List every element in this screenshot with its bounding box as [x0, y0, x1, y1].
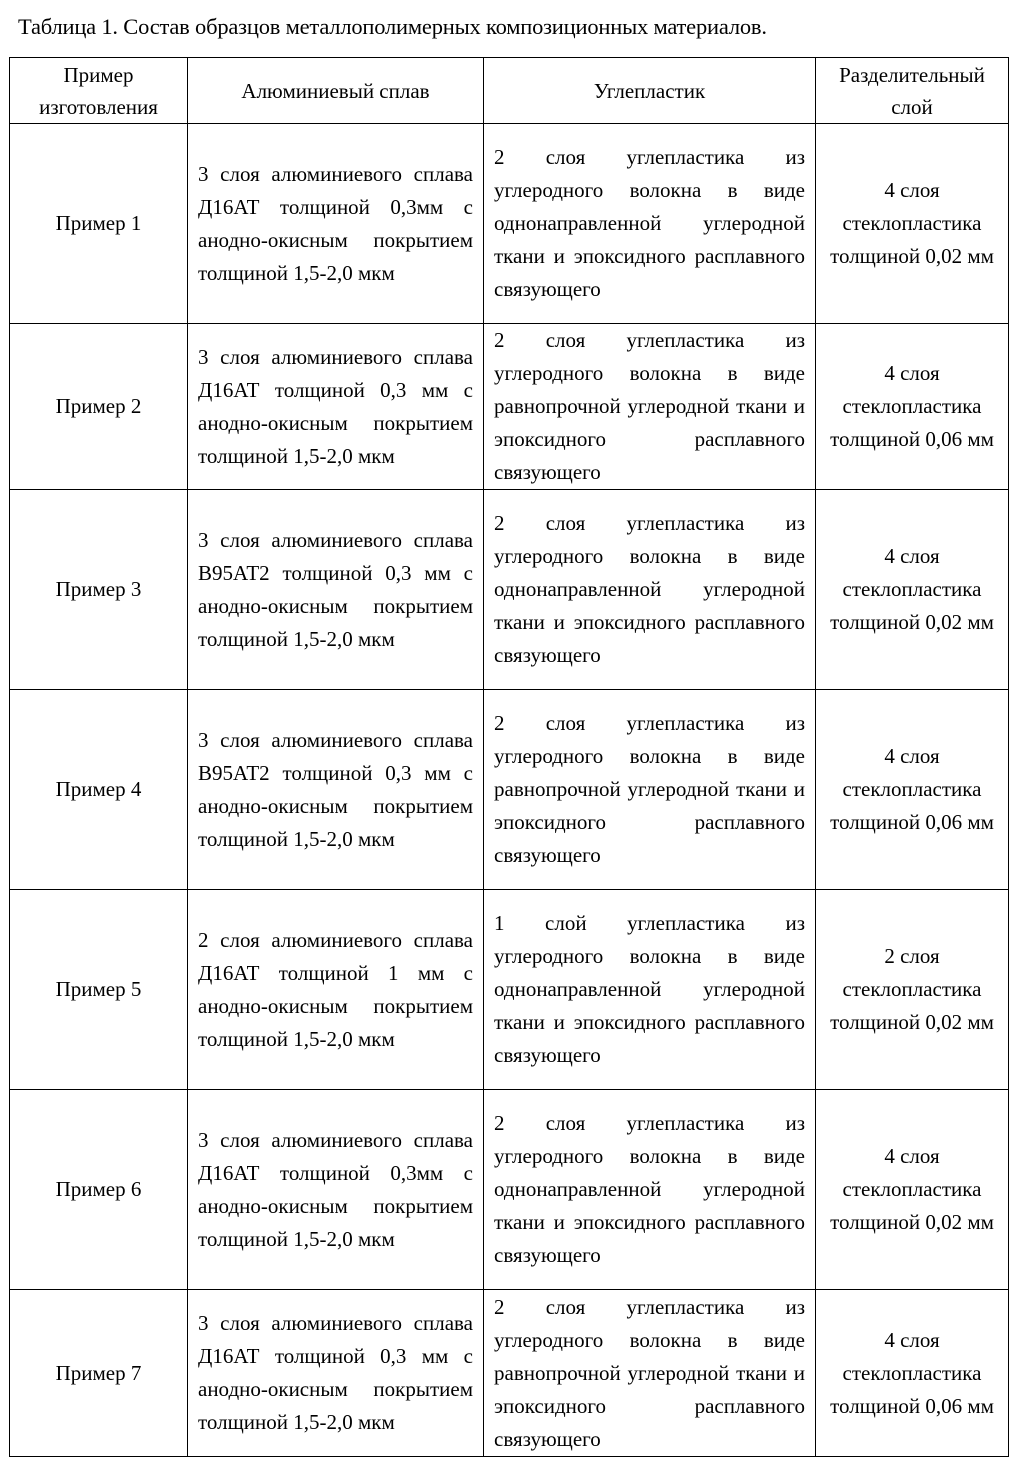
table-row [10, 890, 1009, 1090]
table-row [10, 690, 1009, 890]
cell-separator-layer: 2 слоя стеклопластика толщиной 0,02 мм [816, 890, 1009, 1090]
composition-table [9, 57, 1009, 1457]
header-carbon-plastic: Углепластик [484, 58, 816, 124]
table-row [10, 1090, 1009, 1290]
table-row [10, 124, 1009, 324]
table-caption: Таблица 1. Состав образцов металлополимерных композиционных материалов. [18, 14, 767, 40]
header-aluminum-alloy: Алюминиевый сплав [188, 58, 484, 124]
cell-carbon-plastic: 1 слой углепластика из углеродного волокна в виде однонаправленной углеродной ткани и эпоксидного расплавного связующего [484, 890, 816, 1090]
cell-aluminum-alloy: 3 слоя алюминиевого сплава В95АТ2 толщиной 0,3 мм с анодно-окисным покрытием толщиной 1,5-2,0 мкм [188, 490, 484, 690]
cell-aluminum-alloy: 3 слоя алюминиевого сплава Д16АТ толщиной 0,3мм с анодно-окисным покрытием толщиной 1,5-2,0 мкм [188, 1090, 484, 1290]
cell-separator-layer: 4 слоя стеклопластика толщиной 0,02 мм [816, 124, 1009, 324]
cell-carbon-plastic: 2 слоя углепластика из углеродного волокна в виде однонаправленной углеродной ткани и эпоксидного расплавного связующего [484, 490, 816, 690]
cell-aluminum-alloy: 3 слоя алюминиевого сплава В95АТ2 толщиной 0,3 мм с анодно-окисным покрытием толщиной 1,5-2,0 мкм [188, 690, 484, 890]
cell-separator-layer: 4 слоя стеклопластика толщиной 0,06 мм [816, 324, 1009, 490]
cell-carbon-plastic: 2 слоя углепластика из углеродного волокна в виде однонаправленной углеродной ткани и эпоксидного расплавного связующего [484, 1090, 816, 1290]
cell-example: Пример 6 [10, 1090, 188, 1290]
cell-separator-layer: 4 слоя стеклопластика толщиной 0,06 мм [816, 690, 1009, 890]
cell-carbon-plastic: 2 слоя углепластика из углеродного волокна в виде однонаправленной углеродной ткани и эпоксидного расплавного связующего [484, 124, 816, 324]
cell-example: Пример 2 [10, 324, 188, 490]
cell-example: Пример 3 [10, 490, 188, 690]
cell-example: Пример 4 [10, 690, 188, 890]
header-example: Пример изготовления [10, 58, 188, 124]
table-row [10, 324, 1009, 490]
header-separator-layer: Разделительный слой [816, 58, 1009, 124]
cell-aluminum-alloy: 3 слоя алюминиевого сплава Д16АТ толщиной 0,3 мм с анодно-окисным покрытием толщиной 1,5-2,0 мкм [188, 324, 484, 490]
table-row [10, 490, 1009, 690]
cell-aluminum-alloy: 3 слоя алюминиевого сплава Д16АТ толщиной 0,3мм с анодно-окисным покрытием толщиной 1,5-2,0 мкм [188, 124, 484, 324]
table-header-row [10, 58, 1009, 124]
cell-carbon-plastic: 2 слоя углепластика из углеродного волокна в виде равнопрочной углеродной ткани и эпоксидного расплавного связующего [484, 1290, 816, 1457]
cell-example: Пример 1 [10, 124, 188, 324]
cell-separator-layer: 4 слоя стеклопластика толщиной 0,02 мм [816, 490, 1009, 690]
cell-carbon-plastic: 2 слоя углепластика из углеродного волокна в виде равнопрочной углеродной ткани и эпоксидного расплавного связующего [484, 690, 816, 890]
cell-separator-layer: 4 слоя стеклопластика толщиной 0,02 мм [816, 1090, 1009, 1290]
cell-carbon-plastic: 2 слоя углепластика из углеродного волокна в виде равнопрочной углеродной ткани и эпоксидного расплавного связующего [484, 324, 816, 490]
table-row [10, 1290, 1009, 1457]
cell-example: Пример 7 [10, 1290, 188, 1457]
cell-aluminum-alloy: 2 слоя алюминиевого сплава Д16АТ толщиной 1 мм с анодно-окисным покрытием толщиной 1,5-2,0 мкм [188, 890, 484, 1090]
cell-aluminum-alloy: 3 слоя алюминиевого сплава Д16АТ толщиной 0,3 мм с анодно-окисным покрытием толщиной 1,5-2,0 мкм [188, 1290, 484, 1457]
cell-example: Пример 5 [10, 890, 188, 1090]
cell-separator-layer: 4 слоя стеклопластика толщиной 0,06 мм [816, 1290, 1009, 1457]
